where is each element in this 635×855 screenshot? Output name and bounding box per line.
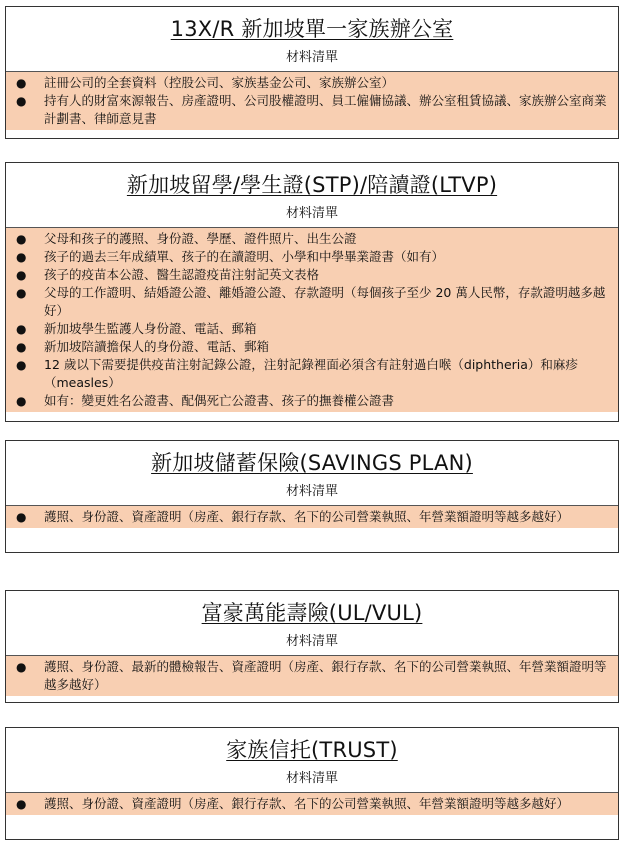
- section-subtitle: 材料清單: [285, 634, 338, 649]
- bullet-icon: ●: [16, 797, 27, 811]
- section-title: 新加坡留學/學生證(STP)/陪讀證(LTVP): [126, 173, 498, 197]
- materials-list: [6, 71, 618, 130]
- section-subtitle: 材料清單: [285, 771, 338, 786]
- section-savings-plan: [5, 440, 619, 553]
- materials-list: [6, 505, 618, 528]
- list-item: [6, 508, 618, 526]
- list-item-text: 持有人的財富來源報告、房產證明、公司股權證明、員工僱傭協議、辦公室租賃協議、家族辦公室商業計劃書、律師意見書: [44, 93, 607, 126]
- section-title: 新加坡儲蓄保險(SAVINGS PLAN): [151, 451, 473, 475]
- list-item-text: 註冊公司的全套資料（控股公司、家族基金公司、家族辦公室）: [44, 75, 395, 90]
- bullet-icon: ●: [16, 358, 27, 372]
- bullet-icon: ●: [16, 510, 27, 524]
- list-item-text: 護照、身份證、資產證明（房產、銀行存款、名下的公司營業執照、年營業額證明等越多越好）: [44, 509, 570, 524]
- section-title: 富豪萬能壽險(UL/VUL): [201, 601, 423, 625]
- section-student-pass: [5, 162, 619, 422]
- section-title: 13X/R 新加坡單一家族辦公室: [170, 17, 454, 41]
- bullet-icon: ●: [16, 340, 27, 354]
- list-item: [6, 338, 618, 356]
- list-item: [6, 230, 618, 248]
- bullet-icon: ●: [16, 394, 27, 408]
- list-item-text: 新加坡學生監護人身份證、電話、郵箱: [44, 321, 257, 336]
- bullet-icon: ●: [16, 76, 27, 90]
- list-item: [6, 92, 618, 128]
- list-item-text: 父母和孩子的護照、身份證、學歷、證件照片、出生公證: [44, 231, 357, 246]
- bullet-icon: ●: [16, 232, 27, 246]
- list-item: [6, 658, 618, 694]
- list-item: [6, 284, 618, 320]
- list-item: [6, 356, 618, 392]
- bullet-icon: ●: [16, 268, 27, 282]
- section-subtitle: 材料清單: [285, 206, 338, 221]
- bullet-icon: ●: [16, 322, 27, 336]
- section-title: 家族信托(TRUST): [226, 738, 398, 762]
- list-item-text: 如有：變更姓名公證書、配偶死亡公證書、孩子的撫養權公證書: [44, 393, 395, 408]
- list-item-text: 護照、身份證、資產證明（房產、銀行存款、名下的公司營業執照、年營業額證明等越多越好）: [44, 796, 570, 811]
- list-item: [6, 74, 618, 92]
- section-universal-life: [5, 590, 619, 703]
- list-item: [6, 266, 618, 284]
- list-item-text: 12 歲以下需要提供疫苗注射記錄公證，注射記錄裡面必須含有註射過白喉（diphtheria）和麻疹（measles）: [44, 357, 578, 390]
- list-item-text: 孩子的過去三年成績單、孩子的在讀證明、小學和中學畢業證書（如有）: [44, 249, 445, 264]
- materials-list: [6, 227, 618, 412]
- section-single-family-office: [5, 6, 619, 139]
- materials-list: [6, 655, 618, 696]
- list-item: [6, 248, 618, 266]
- bullet-icon: ●: [16, 250, 27, 264]
- list-item-text: 新加坡陪讀擔保人的身份證、電話、郵箱: [44, 339, 270, 354]
- list-item: [6, 392, 618, 410]
- list-item: [6, 795, 618, 813]
- list-item-text: 父母的工作證明、結婚證公證、離婚證公證、存款證明（每個孩子至少 20 萬人民幣，存款證明越多越好）: [44, 285, 606, 318]
- materials-list: [6, 792, 618, 815]
- list-item: [6, 320, 618, 338]
- bullet-icon: ●: [16, 286, 27, 300]
- list-item-text: 孩子的疫苗本公證、醫生認證疫苗注射記英文表格: [44, 267, 320, 282]
- section-family-trust: [5, 727, 619, 840]
- section-subtitle: 材料清單: [285, 50, 338, 65]
- list-item-text: 護照、身份證、最新的體檢報告、資產證明（房產、銀行存款、名下的公司營業執照、年營業額證明等越多越好）: [44, 659, 607, 692]
- bullet-icon: ●: [16, 94, 27, 108]
- section-subtitle: 材料清單: [285, 484, 338, 499]
- bullet-icon: ●: [16, 660, 27, 674]
